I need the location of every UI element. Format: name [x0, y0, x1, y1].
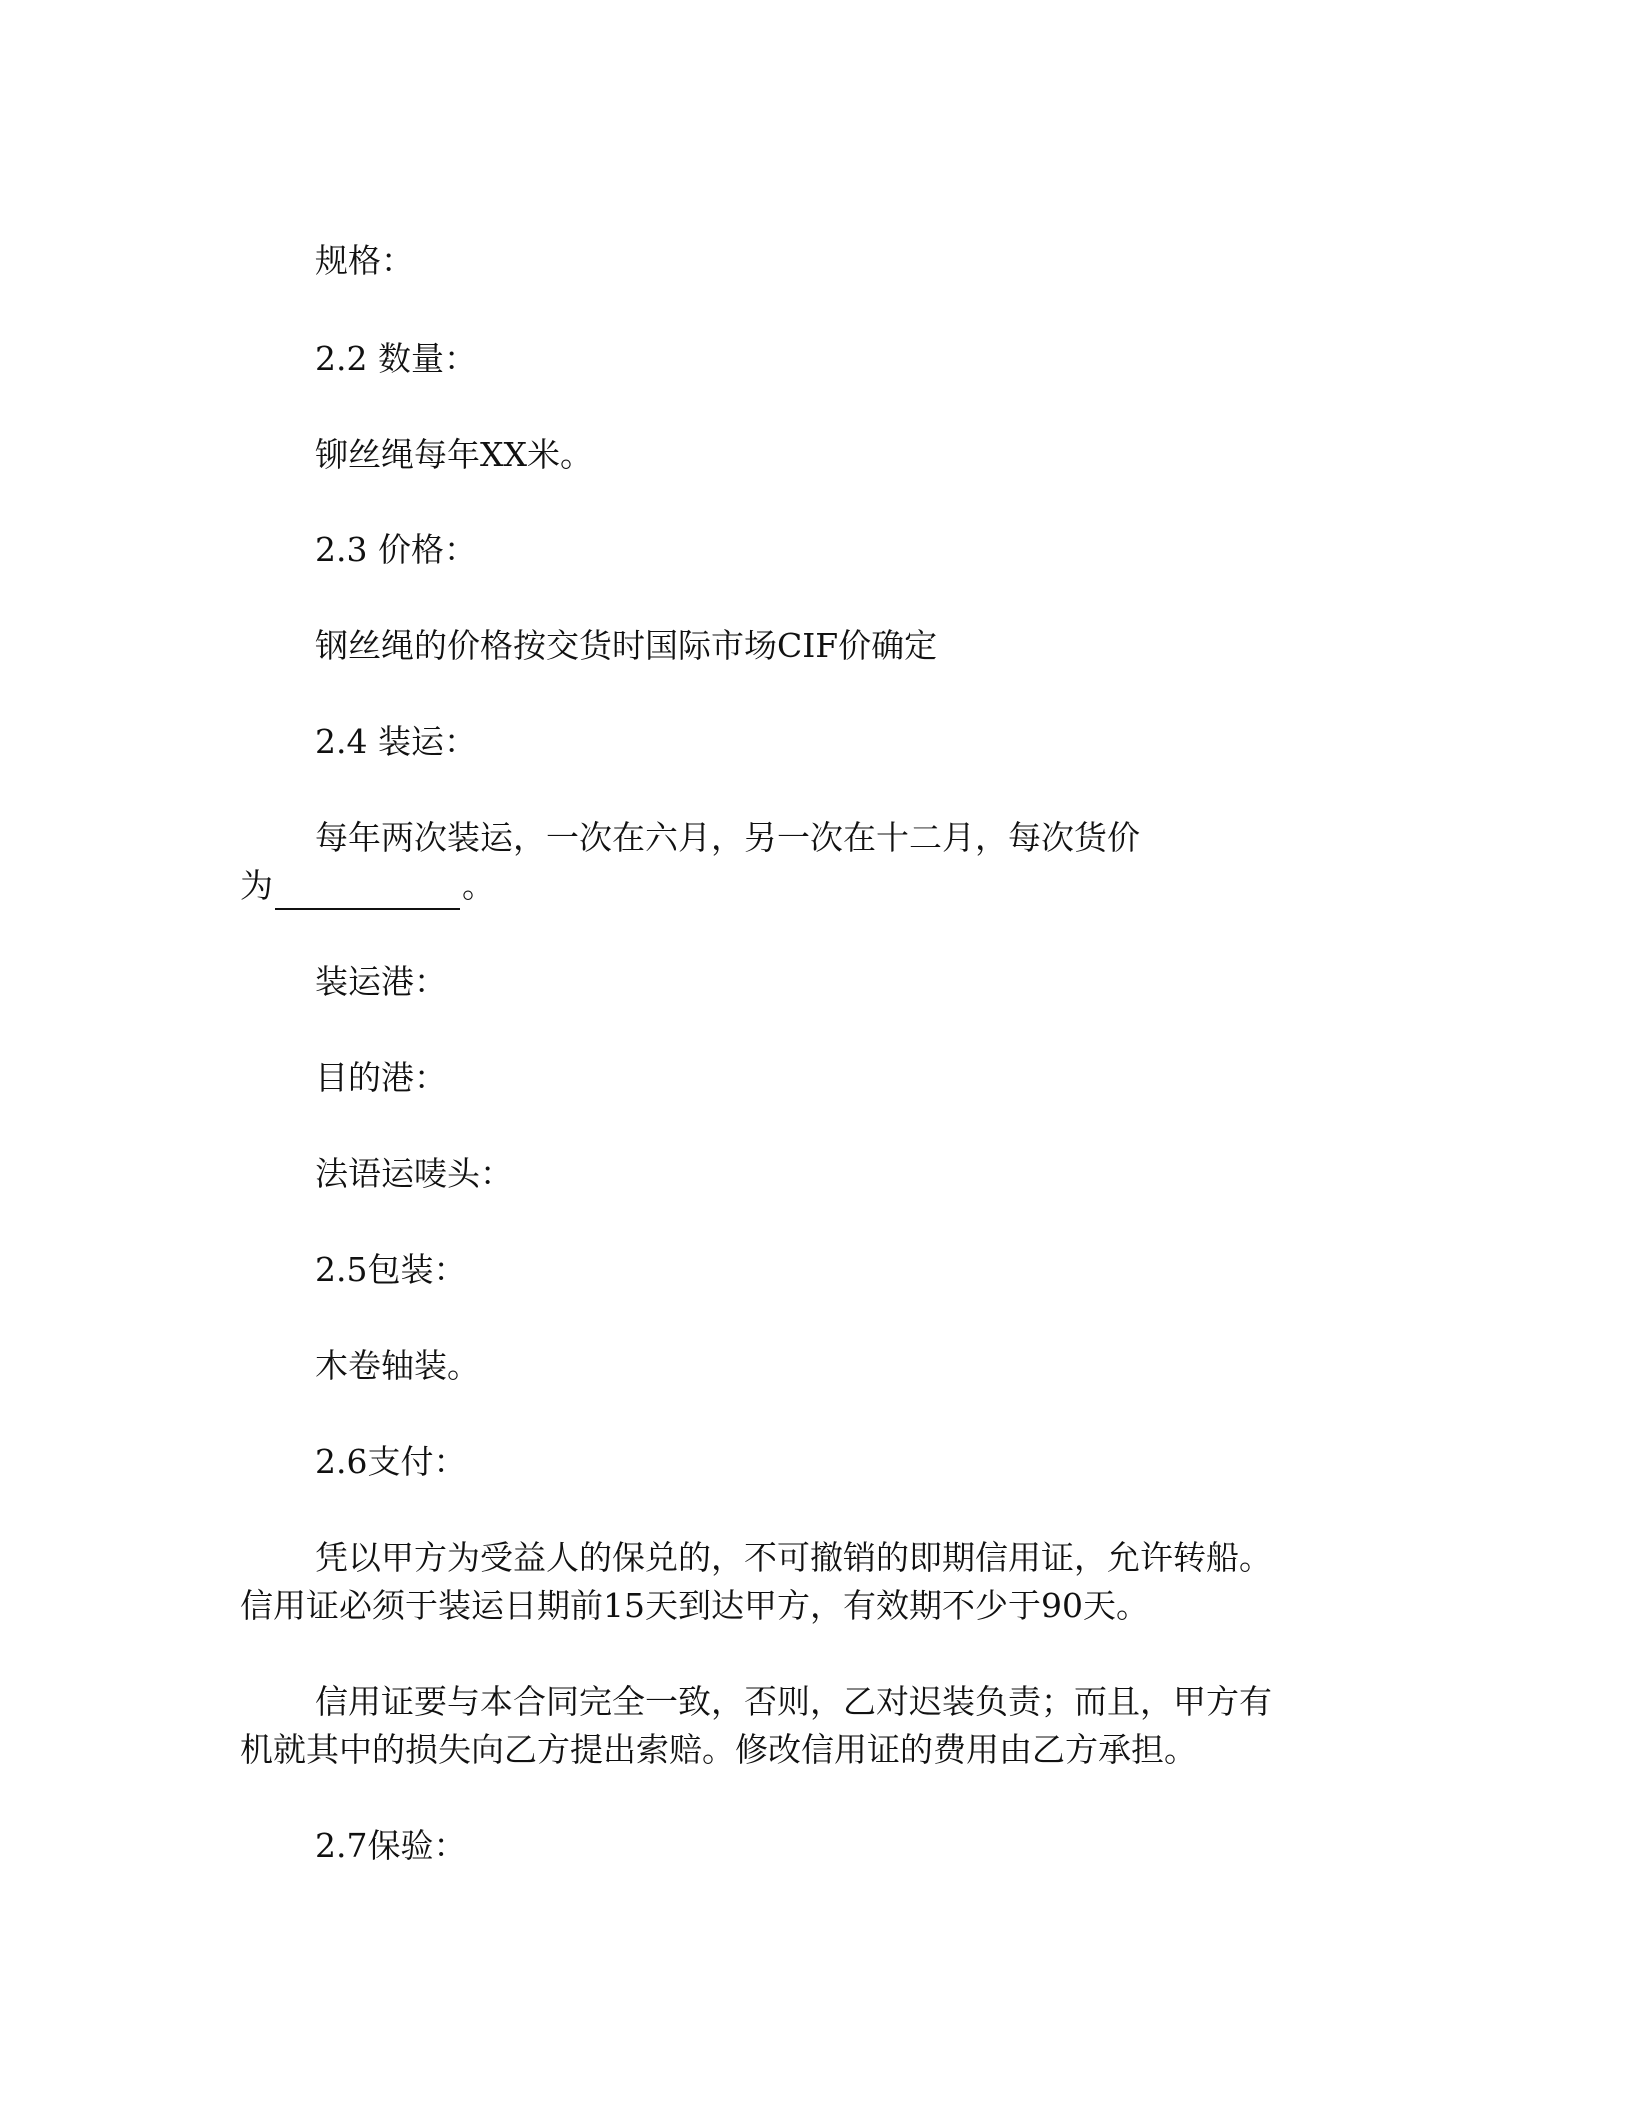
price-blank-field	[275, 874, 460, 910]
destination-port-label: 目的港：	[315, 1058, 447, 1097]
shipment-paragraph	[240, 814, 1400, 910]
payment-line-1: 凭以甲方为受益人的保兑的，不可撤销的即期信用证，允许转船。	[315, 1538, 1272, 1577]
section-2-3-heading: 2.3 价格：	[315, 530, 477, 569]
shipping-mark-label: 法语运唛头：	[315, 1154, 513, 1193]
shipment-line-2-suffix: 。	[462, 866, 495, 905]
payment-paragraph	[240, 1534, 1400, 1630]
lc-line-1: 信用证要与本合同完全一致，否则，乙对迟装负责；而且，甲方有	[315, 1682, 1272, 1721]
shipment-line-1: 每年两次装运，一次在六月，另一次在十二月，每次货价	[315, 818, 1140, 857]
section-2-5-heading: 2.5包装：	[315, 1250, 467, 1289]
quantity-text: 铆丝绳每年XX米。	[315, 435, 593, 474]
lc-line-2: 机就其中的损失向乙方提出索赔。修改信用证的费用由乙方承担。	[240, 1730, 1197, 1769]
section-2-2-heading: 2.2 数量：	[315, 339, 477, 378]
loading-port-label: 装运港：	[315, 962, 447, 1001]
section-2-7-heading: 2.7保验：	[315, 1826, 467, 1865]
section-2-4-heading: 2.4 装运：	[315, 722, 477, 761]
shipment-line-2-prefix: 为	[240, 866, 273, 905]
section-2-6-heading: 2.6支付：	[315, 1442, 467, 1481]
payment-line-2: 信用证必须于装运日期前15天到达甲方，有效期不少于90天。	[240, 1586, 1149, 1625]
packing-text: 木卷轴装。	[315, 1346, 480, 1385]
shipment-line-2	[240, 862, 1400, 910]
price-text: 钢丝绳的价格按交货时国际市场CIF价确定	[315, 626, 938, 665]
lc-paragraph	[240, 1678, 1400, 1774]
spec-label: 规格：	[315, 241, 414, 280]
